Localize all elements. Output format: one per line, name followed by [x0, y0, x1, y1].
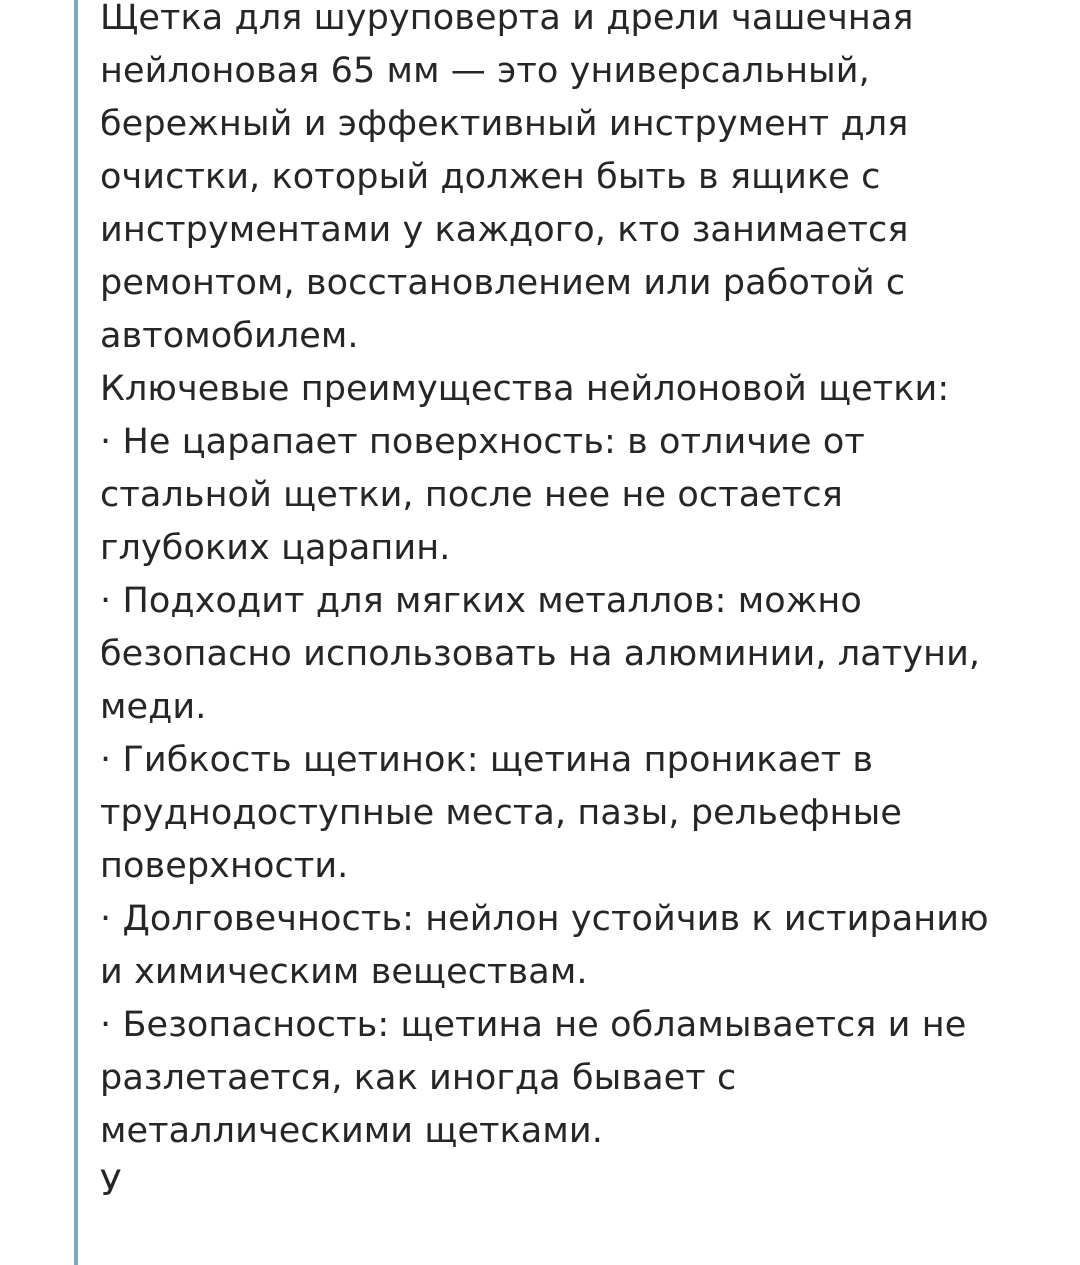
quote-accent-bar [74, 0, 78, 1265]
paragraph-intro: Щетка для шуруповерта и дрели чашечная нейлоновая 65 мм — это универсальный, бережный и эффективный инструмент для очистки, который должен быть в ящике с инструментами у каждого, кто занимается ремонтом, восстановлением или работой с автомобилем. [100, 0, 914, 356]
benefit-item-safety: · Безопасность: щетина не обламывается и не разлетается, как иногда бывает с металлическими щетками. [100, 1005, 967, 1151]
document-body [100, 0, 990, 1204]
paragraph-truncated: У [100, 1164, 122, 1204]
benefit-item-soft-metals: · Подходит для мягких металлов: можно безопасно использовать на алюминии, латуни, меди. [100, 581, 981, 727]
benefit-item-no-scratch: · Не царапает поверхность: в отличие от стальной щетки, после нее не остается глубоких царапин. [100, 422, 865, 568]
paragraph-benefits-heading: Ключевые преимущества нейлоновой щетки: [100, 369, 950, 409]
benefit-item-durability: · Долговечность: нейлон устойчив к истиранию и химическим веществам. [100, 899, 989, 992]
benefit-item-flexibility: · Гибкость щетинок: щетина проникает в труднодоступные места, пазы, рельефные поверхности. [100, 740, 902, 886]
